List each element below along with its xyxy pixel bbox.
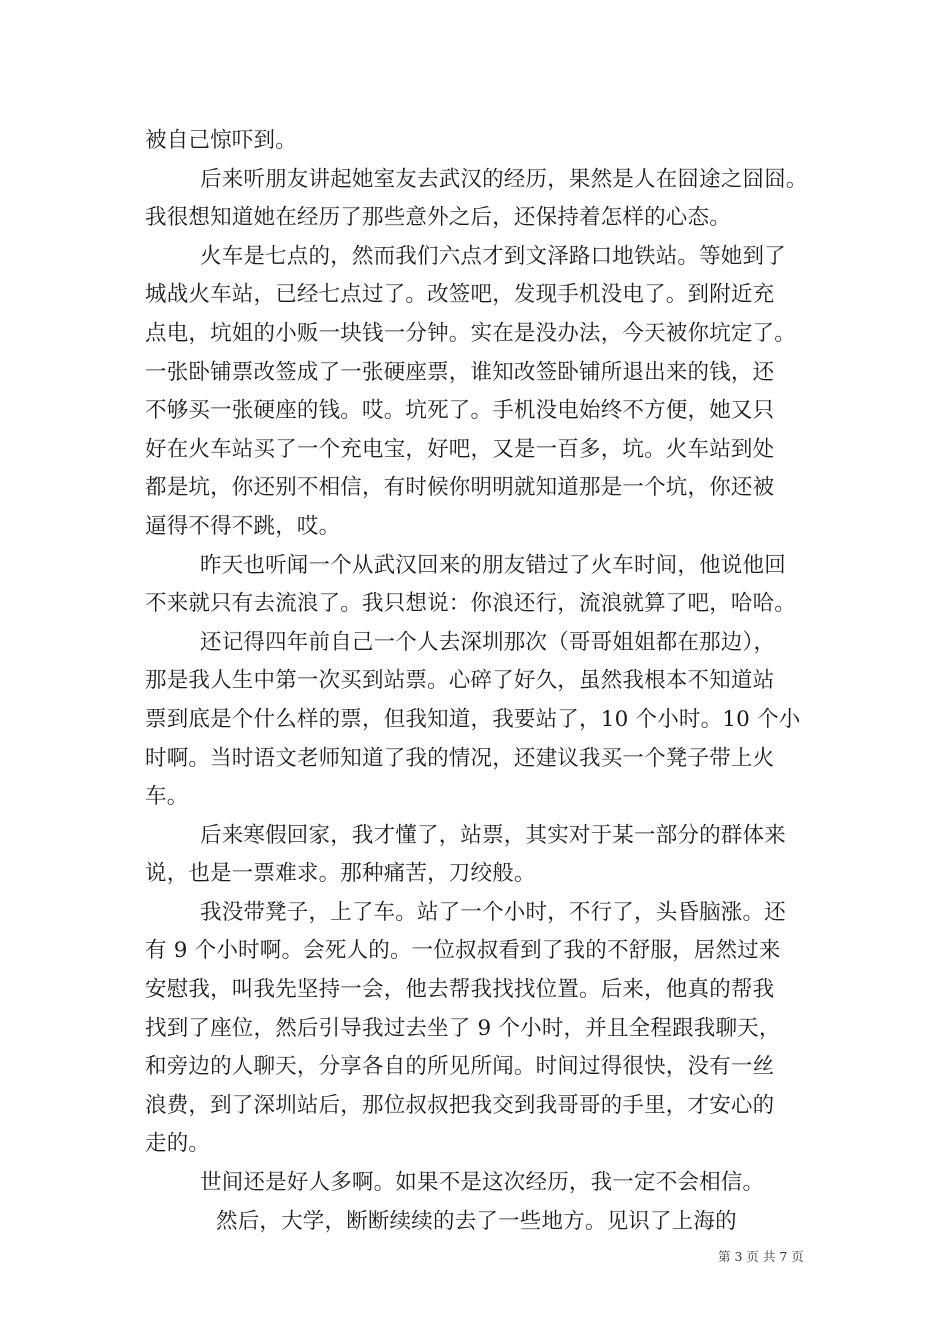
text-line: 城战火车站，已经七点过了。改签吧，发现手机没电了。到附近充 (145, 282, 775, 308)
text-line: 世间还是好人多啊。如果不是这次经历，我一定不会相信。 (200, 1170, 765, 1196)
text-line: 然后，大学，断断续续的去了一些地方。见识了上海的 (216, 1208, 737, 1234)
text-line: 车。 (145, 784, 189, 810)
text-line: 都是坑，你还别不相信，有时候你明明就知道那是一个坑，你还被 (145, 475, 775, 501)
text-line: 有 9 个小时啊。会死人的。一位叔叔看到了我的不舒服，居然过来 (145, 938, 781, 964)
text-line: 安慰我，叫我先坚持一会，他去帮我找找位置。后来，他真的帮我 (145, 977, 775, 1003)
page-number: 第 3 页 共 7 页 (718, 1249, 804, 1264)
text-line: 被自己惊吓到。 (145, 128, 297, 153)
text-line: 昨天也听闻一个从武汉回来的朋友错过了火车时间，他说他回 (200, 552, 786, 578)
text-line: 说，也是一票难求。那种痛苦，刀绞般。 (145, 861, 536, 887)
text-line: 点电，坑姐的小贩一块钱一分钟。实在是没办法，今天被你坑定了。 (145, 320, 797, 346)
text-line: 不够买一张硬座的钱。哎。坑死了。手机没电始终不方便，她又只 (145, 398, 775, 424)
document-body (145, 122, 813, 1241)
text-line: 还记得四年前自己一个人去深圳那次（哥哥姐姐都在那边）， (200, 629, 776, 655)
text-line: 好在火车站买了一个充电宝，好吧，又是一百多，坑。火车站到处 (145, 436, 775, 462)
text-line: 找到了座位，然后引导我过去坐了 9 个小时，并且全程跟我聊天， (145, 1015, 781, 1041)
text-line: 我没带凳子，上了车。站了一个小时，不行了，头昏脑涨。还 (200, 899, 786, 925)
text-line: 火车是七点的，然而我们六点才到文泽路口地铁站。等她到了 (200, 243, 786, 269)
text-line: 后来寒假回家，我才懂了，站票，其实对于某一部分的群体来 (200, 822, 786, 848)
text-line: 时啊。当时语文老师知道了我的情况，还建议我买一个凳子带上火 (145, 745, 775, 771)
text-line: 那是我人生中第一次买到站票。心碎了好久，虽然我根本不知道站 (145, 668, 775, 694)
text-line: 逼得不得不跳，哎。 (145, 513, 341, 539)
text-line: 不来就只有去流浪了。我只想说：你浪还行，流浪就算了吧，哈哈。 (145, 591, 797, 617)
text-line: 后来听朋友讲起她室友去武汉的经历，果然是人在囧途之囧囧。 (200, 166, 808, 192)
text-line: 我很想知道她在经历了那些意外之后，还保持着怎样的心态。 (145, 205, 731, 231)
text-line: 一张卧铺票改签成了一张硬座票，谁知改签卧铺所退出来的钱，还 (145, 359, 775, 385)
text-line: 票到底是个什么样的票，但我知道，我要站了，10 个小时。10 个小 (145, 706, 801, 732)
text-line: 走的。 (145, 1131, 211, 1157)
text-line: 和旁边的人聊天，分享各自的所见所闻。时间过得很快，没有一丝 (145, 1054, 775, 1080)
text-line: 浪费，到了深圳站后，那位叔叔把我交到我哥哥的手里，才安心的 (145, 1092, 775, 1118)
